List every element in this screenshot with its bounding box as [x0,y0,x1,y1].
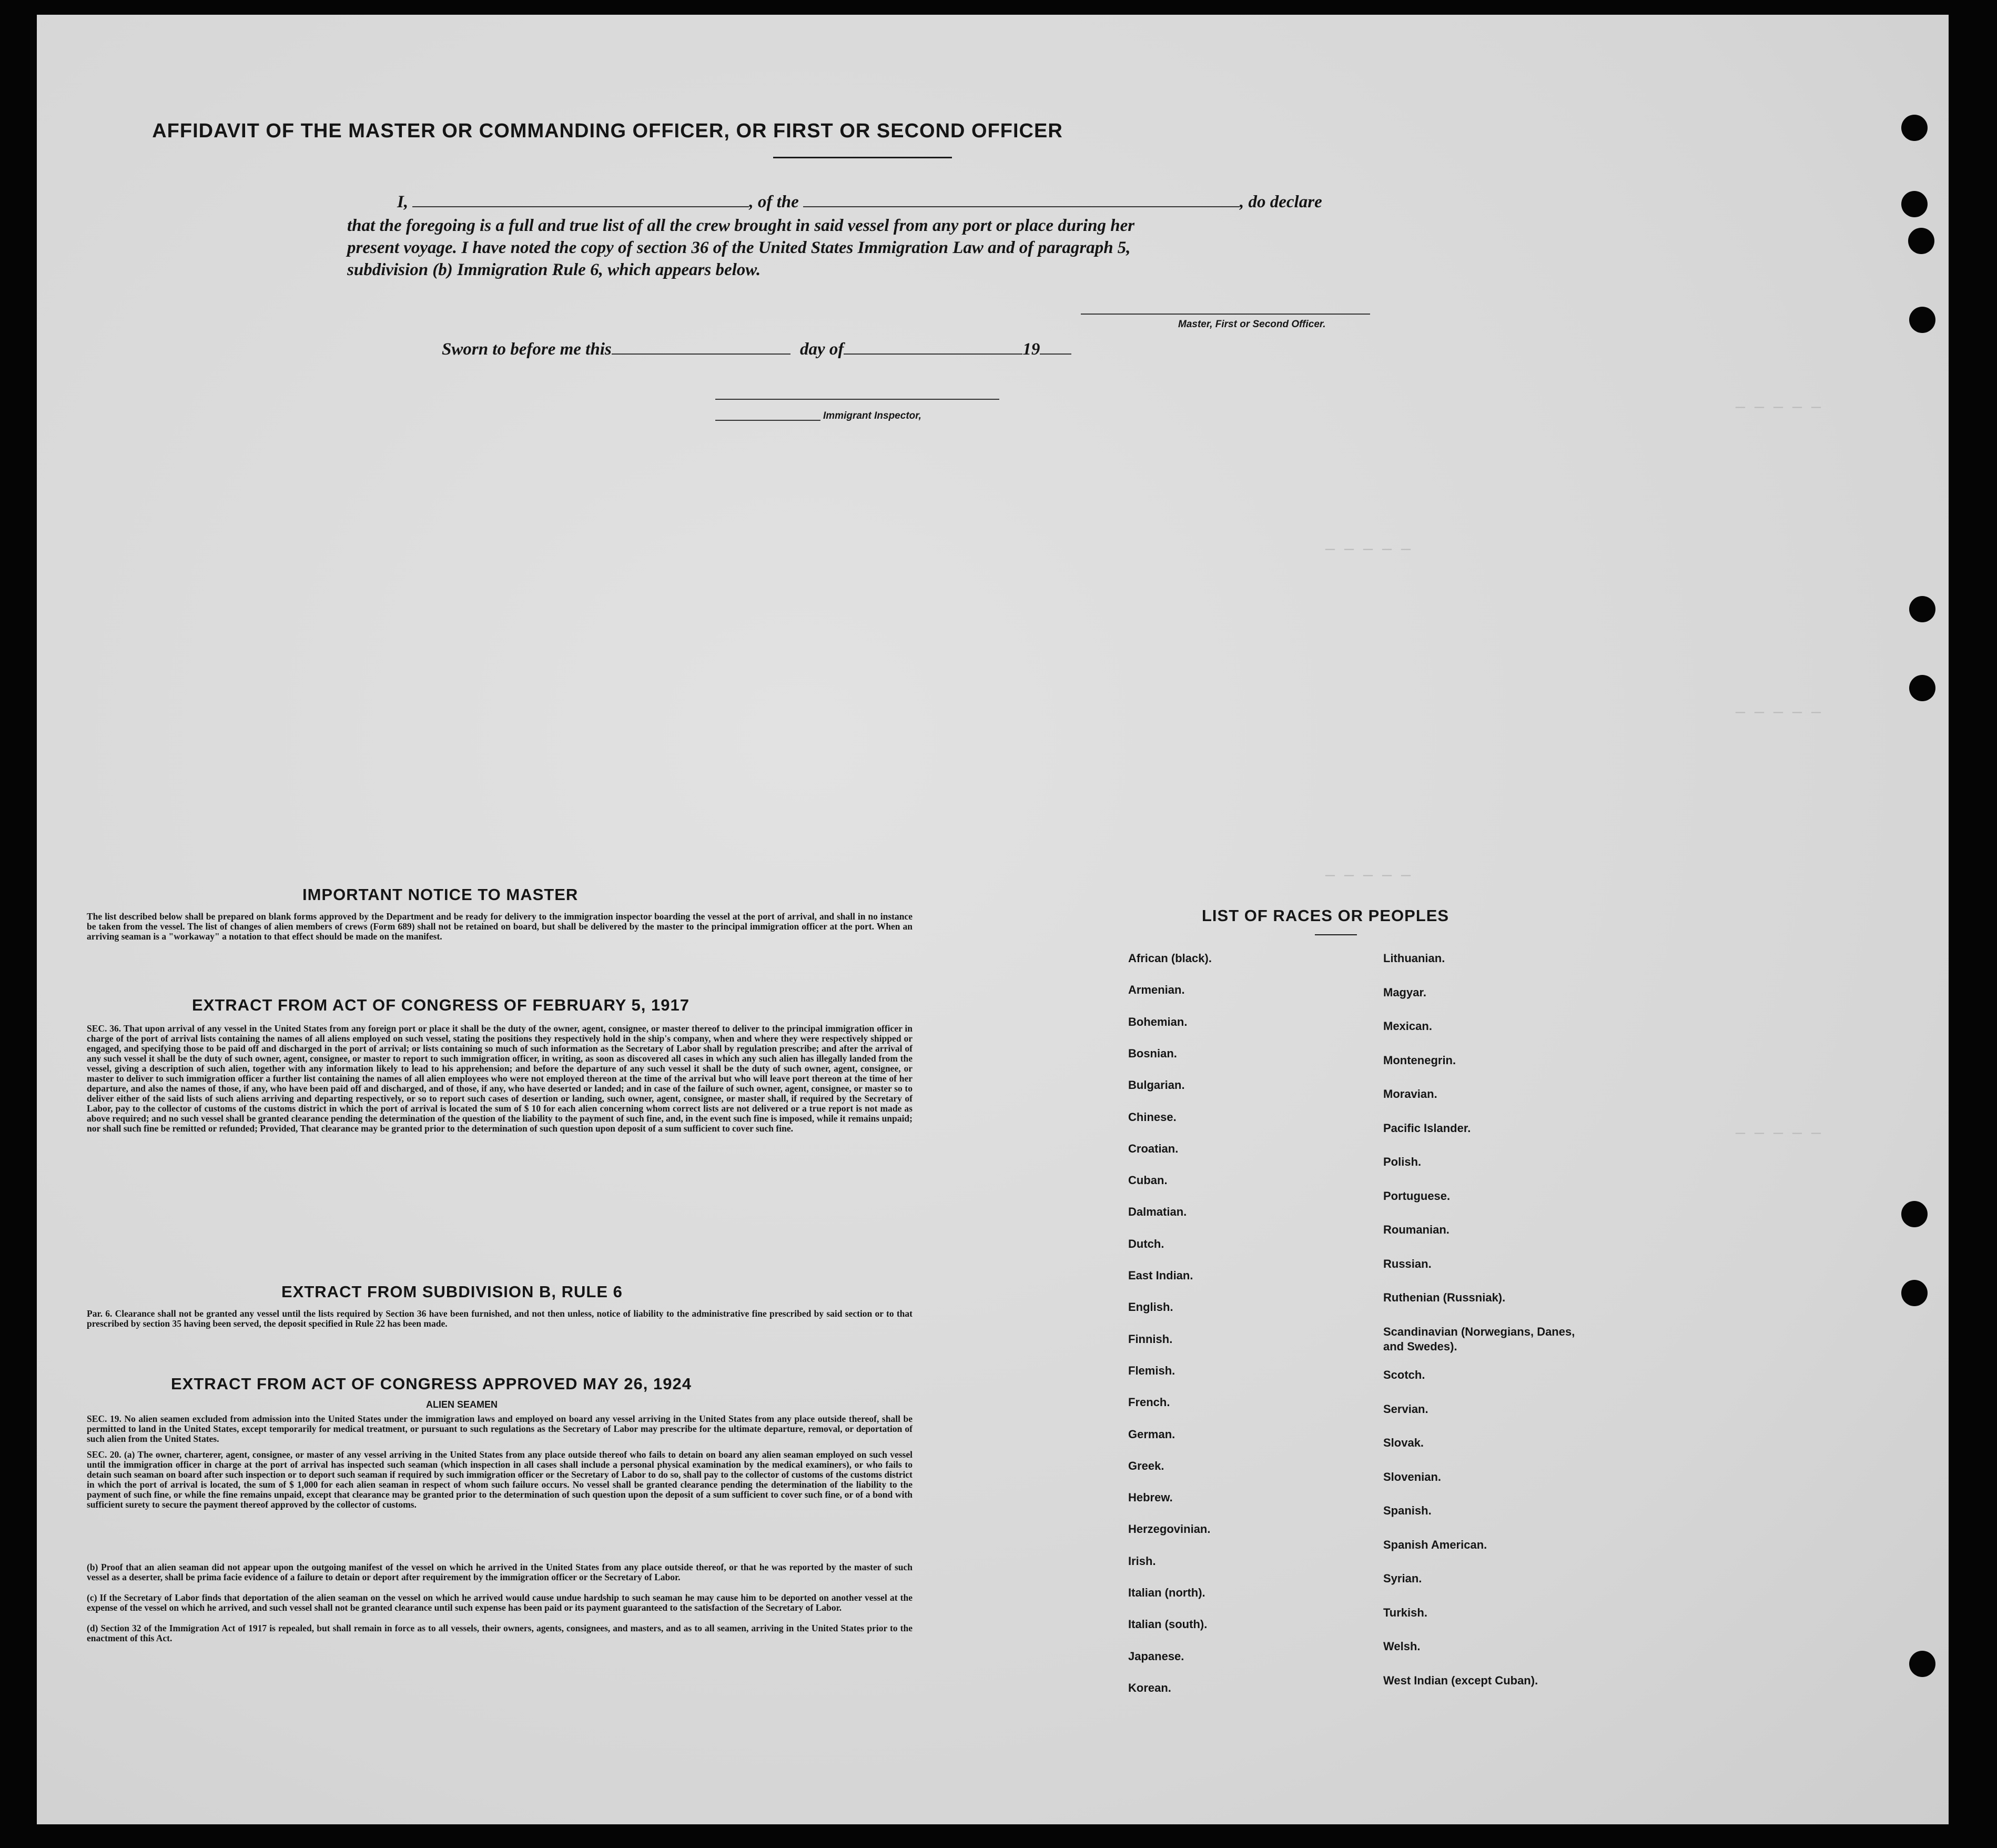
binder-hole [1909,596,1935,622]
declaration-line: that the foregoing is a full and true list of all the crew brought in said vessel from any port or place during her [347,216,1135,235]
sworn-year-blank[interactable] [1040,340,1071,355]
day-of-label: day of [799,340,844,359]
race-item: Cuban. [1128,1174,1168,1187]
race-item: Flemish. [1128,1364,1175,1377]
race-item: Greek. [1128,1459,1164,1472]
race-item: Dalmatian. [1128,1205,1187,1219]
act-1917-title: EXTRACT FROM ACT OF CONGRESS OF FEBRUARY 5, 1917 [192,996,690,1014]
race-item: Roumanian. [1383,1223,1449,1236]
race-item: Bulgarian. [1128,1078,1185,1092]
act-1924-paragraph: SEC. 19. No alien seamen excluded from admission into the United States under the immigration laws and employed on board any vessel arriving in the United States from any place outside thereof, shall be permitted to land in the United States, except temporarily for medical treatment, or pursuant to such regulations as the Secretary of Labor may prescribe for the ultimate departure, removal, or deportation of such alien from the United States. [87,1413,913,1444]
act-1924-title: EXTRACT FROM ACT OF CONGRESS APPROVED MAY 26, 1924 [171,1375,692,1393]
bleed-through-mark: — — — — — [1325,541,1411,559]
race-item: French. [1128,1396,1170,1409]
declaration-first-line [397,191,1322,213]
do-declare-label: , do declare [1240,193,1322,211]
race-item: German. [1128,1427,1175,1441]
race-item: Croatian. [1128,1142,1179,1155]
race-item: Scandinavian (Norwegians, Danes, and Swedes). [1383,1325,1575,1353]
of-the-label: , of the [749,193,799,211]
race-item: Korean. [1128,1681,1171,1694]
race-item: Scotch. [1383,1368,1425,1381]
bleed-through-mark: — — — — — [1736,1125,1821,1143]
binder-hole [1901,191,1928,217]
race-item: Syrian. [1383,1572,1422,1585]
race-item: Chinese. [1128,1110,1177,1124]
races-title: LIST OF RACES OR PEOPLES [1202,906,1449,925]
binder-hole [1909,675,1935,701]
inspector-caption: Immigrant Inspector, [823,410,921,421]
notice-title: IMPORTANT NOTICE TO MASTER [302,885,579,904]
race-item: Montenegrin. [1383,1053,1456,1067]
rule-6-text: Par. 6. Clearance shall not be granted any vessel until the lists required by Section 36 have been furnished, and not then unless, notice of liability to the administrative fine prescribed by said section or to that prescribed by section 35 having been served, the deposit specified in Rule 22 has been made. [87,1308,913,1329]
race-item: Servian. [1383,1402,1428,1416]
binder-hole [1909,307,1935,333]
race-item: West Indian (except Cuban). [1383,1673,1538,1687]
race-item: African (black). [1128,952,1212,965]
binder-hole [1901,1280,1928,1306]
act-1924-paragraph: SEC. 20. (a) The owner, charterer, agent, consignee, or master of any vessel arriving in the United States from any place outside thereof who fails to detain on board any alien seaman employed on such vessel until the immigration officer in charge at the port of arrival has inspected such seaman (which inspection in all cases shall include a personal physical examination by the medical examiners), or who fails to detain such seaman on board after such inspection or to deport such seaman if required by such immigration officer or the Secretary of Labor to do so, shall pay to the collector of customs of the customs district in which the port of arrival is located, the sum of $ 1,000 for each alien seaman in respect of whom such failure occurs. No vessel shall be granted clearance pending the determination of the liability to the payment of such fine, or while the fine remains unpaid, except that clearance may be granted prior to the determination of such question upon the deposit of a sum sufficient to cover such fine, or of a bond with sufficient surety to secure the payment thereof approved by the collector of customs. [87,1449,913,1510]
vessel-blank[interactable] [803,193,1240,207]
year-prefix: 19 [1022,340,1040,359]
race-item: Spanish American. [1383,1538,1487,1551]
race-item: Dutch. [1128,1237,1164,1250]
race-item: English. [1128,1300,1173,1314]
race-item: Bohemian. [1128,1015,1188,1028]
race-item: Russian. [1383,1257,1432,1270]
race-item: Irish. [1128,1554,1156,1568]
race-item: Spanish. [1383,1504,1432,1517]
race-item: Welsh. [1383,1640,1421,1653]
inspector-signature-line[interactable] [715,399,999,400]
race-item: Magyar. [1383,985,1426,999]
race-item: Polish. [1383,1155,1422,1168]
race-item: Italian (north). [1128,1586,1205,1599]
race-item: Herzegovinian. [1128,1522,1211,1536]
rule-6-title: EXTRACT FROM SUBDIVISION B, RULE 6 [281,1283,623,1301]
race-item: Hebrew. [1128,1491,1173,1504]
act-1917-text: SEC. 36. That upon arrival of any vessel in the United States from any foreign port or place it shall be the duty of the owner, agent, consignee, or master thereof to deliver to the principal immigration officer in charge of the port of arrival lists containing the names of all aliens employed on such vessel, stating the positions they respectively hold in the ship's company, when and where they were respectively shipped or engaged, and specifying those to be paid off and discharged in the port of arrival; or lists containing so much of such information as the Secretary of Labor shall by regulation prescribe; and after the arrival of any such vessel it shall be the duty of such owner, agent, consignee, or master to report to such immigration officer, in writing, as soon as discovered all cases in which any such alien has illegally landed from the vessel, giving a description of such alien, together with any information likely to lead to his apprehension; and before the departure of any such vessel it shall be the duty of such owner, agent, consignee, or master to deliver to such immigration officer a further list containing the names of all alien employees who were not employed thereon at the time of the arrival but who will leave port thereon at the time of her departure, and also the names of those, if any, who have been paid off and discharged, and of those, if any, who have deserted or landed; and in case of the failure of such owner, agent, consignee, or master so to deliver either of the said lists of such aliens arriving and departing respectively, or so to report such cases of desertion or landing, such owner, agent, consignee, or master shall, if required by the Secretary of Labor, pay to the collector of customs of the customs district in which the port of arrival is located the sum of $ 10 for each alien concerning whom correct lists are not delivered or a true report is not made as above required; and no such vessel shall be granted clearance pending the determination of the question of the liability to the payment of such fine, and, in the event such fine is imposed, while it remains unpaid; nor shall such fine be remitted or refunded; Provided, That clearance may be granted prior to the determination of such question upon deposit of a sum sufficient to cover such fine. [87,1023,913,1134]
bleed-through-mark: — — — — — [1325,867,1411,885]
declaration-line: present voyage. I have noted the copy of section 36 of the United States Immigration Law and of paragraph 5, [347,238,1131,257]
race-item: Portuguese. [1383,1189,1451,1203]
notice-text: The list described below shall be prepared on blank forms approved by the Department and be ready for delivery to the immigration inspector boarding the vessel at the port of arrival, and shall in no instance be taken from the vessel. The list of changes of alien members of crews (Form 689) shall not be retained on board, but shall be delivered by the master to the principal immigration officer at the port. When an arriving seaman is a "workaway" a notation to that effect should be made on the manifest. [87,911,913,942]
title-underline [773,157,952,158]
race-item: Moravian. [1383,1087,1437,1100]
race-item: Pacific Islander. [1383,1121,1471,1135]
name-blank[interactable] [412,193,749,207]
binder-hole [1901,115,1928,141]
race-item: Finnish. [1128,1332,1173,1346]
binder-hole [1908,228,1934,254]
sworn-month-blank[interactable] [844,340,1022,355]
signature-caption: Master, First or Second Officer. [1178,319,1326,330]
sworn-label: Sworn to before me this [442,340,612,359]
race-item: Ruthenian (Russniak). [1383,1291,1506,1304]
race-item: Slovenian. [1383,1470,1442,1483]
race-item: Lithuanian. [1383,952,1445,965]
sworn-day-blank[interactable] [612,340,790,355]
race-item: Slovak. [1383,1436,1424,1449]
race-item: Italian (south). [1128,1618,1208,1631]
act-1924-subtitle: ALIEN SEAMEN [426,1399,498,1410]
document-page [37,15,1949,1824]
race-item: East Indian. [1128,1269,1193,1282]
declaration-line: subdivision (b) Immigration Rule 6, which appears below. [347,260,761,279]
i-label: I, [397,193,409,211]
act-1924-paragraph: (c) If the Secretary of Labor finds that deportation of the alien seaman on the vessel on which he arrived would cause undue hardship to such seaman he may cause him to be deported on another vessel at the expense of the vessel on which he arrived, and such vessel shall not be granted clearance until such expense has been paid or its payment guaranteed to the satisfaction of the Secretary of Labor. [87,1592,913,1613]
race-item: Japanese. [1128,1649,1184,1663]
sworn-line [442,338,1071,360]
binder-hole [1901,1201,1928,1227]
affidavit-title: AFFIDAVIT OF THE MASTER OR COMMANDING OFFICER, OR FIRST OR SECOND OFFICER [152,120,1063,142]
signature-line[interactable] [1081,314,1370,315]
bleed-through-mark: — — — — — [1736,399,1821,417]
act-1924-paragraph: (b) Proof that an alien seaman did not appear upon the outgoing manifest of the vessel on which he arrived in the United States from any place outside thereof, or that he was reported by the master of such vessel as a deserter, shall be prima facie evidence of a failure to detain or deport after requirement by the immigration officer or the Secretary of Labor. [87,1562,913,1582]
race-item: Turkish. [1383,1605,1427,1619]
race-item: Armenian. [1128,983,1185,997]
race-item: Bosnian. [1128,1046,1177,1060]
bleed-through-mark: — — — — — [1736,704,1821,722]
inspector-caption-line [715,420,820,421]
binder-hole [1909,1651,1935,1677]
race-item: Mexican. [1383,1019,1432,1033]
races-title-underline [1315,934,1357,935]
act-1924-paragraph: (d) Section 32 of the Immigration Act of 1917 is repealed, but shall remain in force as to all vessels, their owners, agents, consignees, and masters, and as to all seamen, arriving in the United States prior to the enactment of this Act. [87,1623,913,1643]
